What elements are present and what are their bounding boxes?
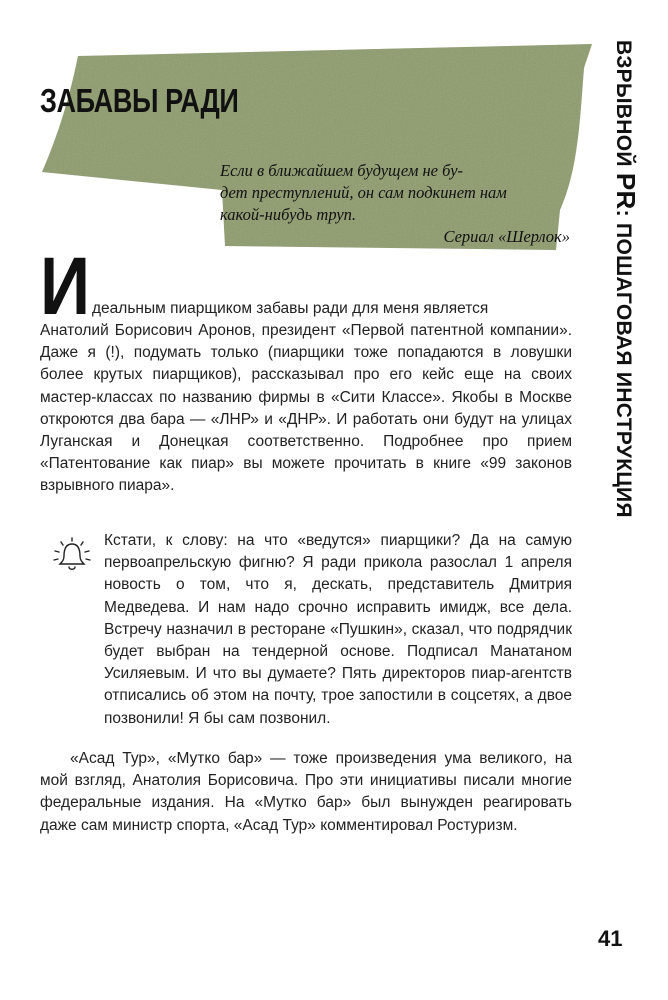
paragraph-closing: «Асад Тур», «Мутко бар» — тоже произведения ума великого, на мой взгляд, Анатолия Борисовича. Про эти инициативы писали многие федеральные издания. На «Мутко бар» был вынужден реагировать даже сам министр спорта, «Асад Тур» комментировал Ростуризм. bbox=[40, 750, 572, 834]
epigraph-line: какой-нибудь труп. bbox=[220, 205, 357, 224]
epigraph-line: дет преступлений, он сам подкинет нам bbox=[220, 183, 507, 202]
running-title-pr: PR bbox=[611, 172, 641, 210]
epigraph-line: Если в ближайшем будущем не бу- bbox=[220, 161, 464, 180]
running-title bbox=[610, 40, 650, 518]
paragraph-intro: Анатолий Борисович Аронов, президент «Первой патентной компании». Даже я (!), подумать только (пиарщики тоже попадаются в ловушки более крутых пиарщиков), рассказывал про его кейс еще на своих мастер-классах по названию фирмы в «Сити Классе». Якобы в Москве откроются два бара — «ЛНР» и «ДНР». И работать они будут на улицах Луганская и Донецкая соответственно. Подробнее про прием «Патентование как пиар» вы можете прочитать в книге «99 законов взрывного пиара». bbox=[40, 322, 572, 495]
page-number: 41 bbox=[598, 926, 623, 951]
running-title-text bbox=[610, 40, 641, 518]
bell-icon bbox=[50, 534, 94, 578]
section-heading: ЗАБАВЫ РАДИ bbox=[40, 82, 239, 119]
paragraph-first-line: деальным пиарщиком забавы ради для меня является bbox=[92, 300, 489, 317]
epigraph bbox=[220, 160, 570, 248]
side-note: Кстати, к слову: на что «ведутся» пиарщики? Да на самую первоапрельскую фигню? Я ради прикола разослал 1 апреля новость о том, что я, дескать, представитель Дмитрия Медведева. И нам надо срочно исправить имидж, все дела. Встречу назначил в ресторане «Пушкин», сказал, что подрядчик будет выбран на тендерной основе. Подписал Манатаном Усиляевым. И что вы думаете? Пять директоров пиар-агентств отписались об этом на почту, трое запостили в соцсетях, а двое позвонили! Я бы сам позвонил. bbox=[104, 532, 572, 727]
running-title-suffix: : ПОШАГОВАЯ ИНСТРУКЦИЯ bbox=[612, 209, 635, 518]
epigraph-source: Сериал «Шерлок» bbox=[443, 227, 570, 246]
running-title-prefix: ВЗРЫВНОЙ bbox=[612, 40, 635, 173]
drop-cap: И bbox=[40, 241, 91, 332]
